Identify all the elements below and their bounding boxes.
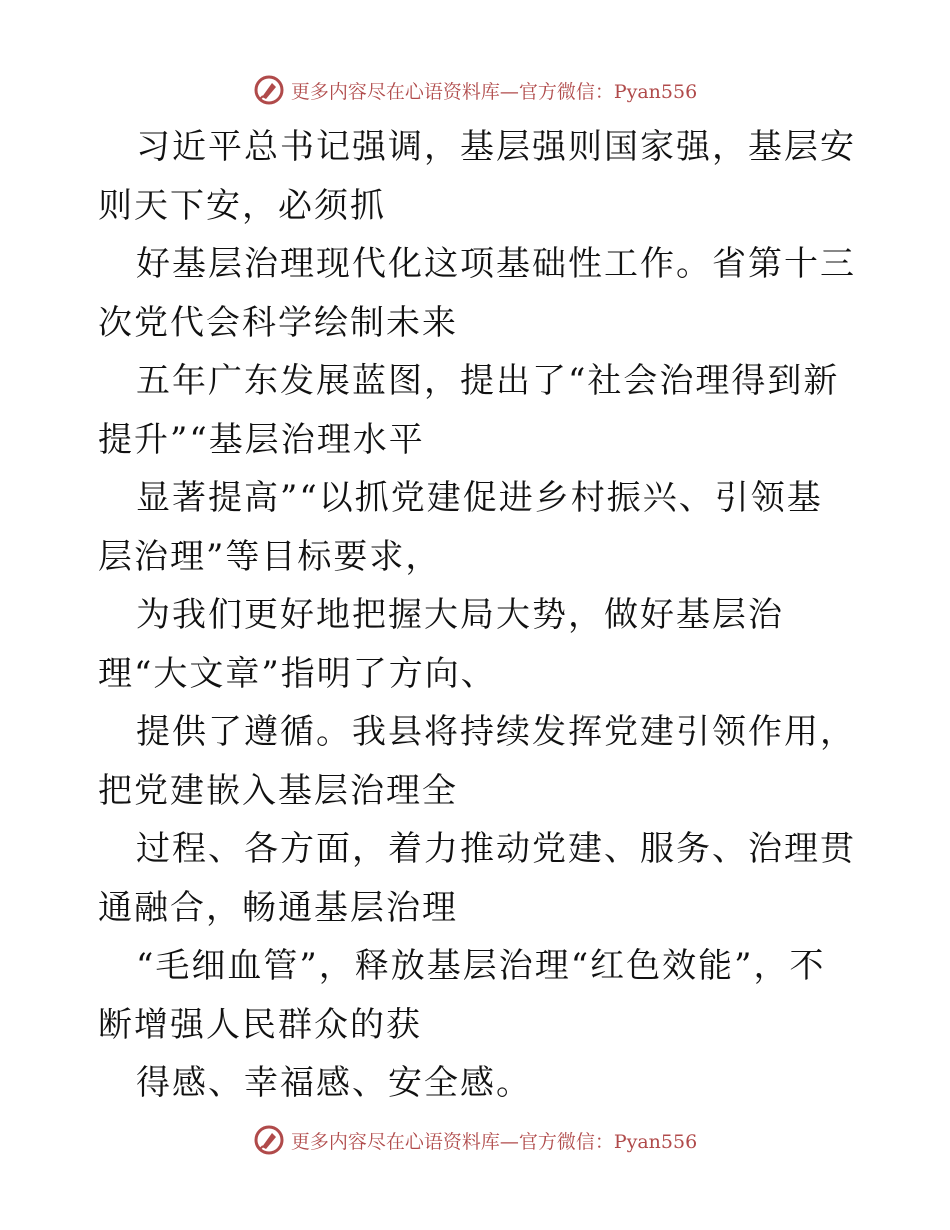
- document-body: [98, 118, 858, 1113]
- paragraph-line: 为我们更好地把握大局大势，做好基层治理“大文章”指明了方向、: [98, 595, 784, 694]
- header-banner: [0, 70, 950, 110]
- pen-nib-circle-icon: [253, 1124, 285, 1156]
- footer-banner-text: 更多内容尽在心语资料库—官方微信：Pyan556: [290, 1130, 698, 1153]
- header-banner-text: 更多内容尽在心语资料库—官方微信：Pyan556: [290, 80, 698, 103]
- footer-banner: [0, 1120, 950, 1160]
- paragraph-line: 好基层治理现代化这项基础性工作。省第十三次党代会科学绘制未来: [98, 244, 856, 343]
- paragraph-line: 习近平总书记强调，基层强则国家强，基层安则天下安，必须抓: [98, 127, 856, 226]
- paragraph-line: 过程、各方面，着力推动党建、服务、治理贯通融合，畅通基层治理: [98, 829, 856, 928]
- paragraph-line: 得感、幸福感、安全感。: [136, 1063, 532, 1103]
- paragraph-line: “毛细血管”，释放基层治理“红色效能”，不断增强人民群众的获: [98, 946, 826, 1045]
- paragraph-line: 显著提高”“以抓党建促进乡村振兴、引领基层治理”等目标要求，: [98, 478, 823, 577]
- pen-nib-circle-icon: [253, 74, 285, 106]
- paragraph-line: 五年广东发展蓝图，提出了“社会治理得到新提升”“基层治理水平: [98, 361, 840, 460]
- paragraph-line: 提供了遵循。我县将持续发挥党建引领作用，把党建嵌入基层治理全: [98, 712, 856, 811]
